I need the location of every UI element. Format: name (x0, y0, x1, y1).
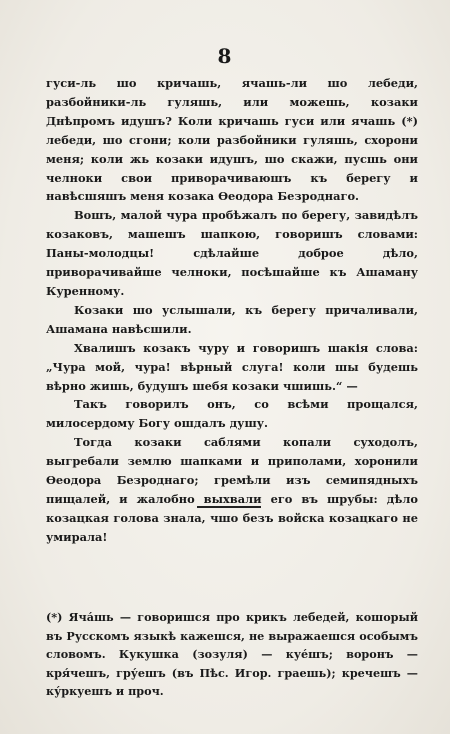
paragraph-3: Козаки шо услышали, къ берегу причаливали, Ашамана навѣсшили. (46, 302, 418, 336)
paragraph-1: гуси-ль шо кричашь, ячашь-ли шо лебеди, разбойники-ль гуляшь, или можешь, козаки Днѣпромъ идушъ? Коли кричашь гуси или ячашь (*) лебеди, шо сгони; коли разбойники гуляшь, схорони меня; коли жь козаки идушъ, шо скажи, пусшь они челноки свои приворачиваюшъ къ берегу и навѣсшяшъ меня козака Ѳеодора Безроднаго. (46, 76, 418, 204)
paragraph-5: Такъ говорилъ онъ, со всѣми прощался, милосердому Богу ошдалъ душу. (46, 397, 418, 431)
footnote-text: (*) Яча́шь — говоришся про крикъ лебедей, кошорый въ Русскомъ языкѣ кажешся, не выражаешся особымъ словомъ. Кукушка (зозуля) — куе́шъ; воронъ — кря́чешъ, гру́ешъ (въ Пѣс. Игор. граешь); кречешъ — ку́ркуешъ и проч. (46, 610, 418, 699)
paragraph-2: Вошъ, малой чура пробѣжалъ по берегу, завидѣлъ козаковъ, машешъ шапкою, говоришъ словами: Паны-молодцы! сдѣлайше доброе дѣло, приворачивайше челноки, посѣшайше къ Ашаману Куренному. (46, 208, 418, 298)
page-number: 8 (217, 44, 233, 68)
paragraph-6: Тогда козаки саблями копали суходолъ, выгребали землю шапками и приполами, хоронили Ѳеодора Безроднаго; гремѣли изъ семипядныхъ пищалей, и жалобно выхвали его въ шрубы: дѣло козацкая голова знала, чшо безъ войска козацкаго не умирала! (46, 435, 418, 544)
footnote (46, 608, 418, 701)
section-divider (197, 506, 261, 508)
main-text (46, 74, 418, 547)
paragraph-4: Хвалишъ козакъ чуру и говоришъ шакія слова: „Чура мой, чура! вѣрный слуга! коли шы будешь вѣрно жишь, будушъ шебя козаки чшишь.“ — (46, 340, 418, 393)
